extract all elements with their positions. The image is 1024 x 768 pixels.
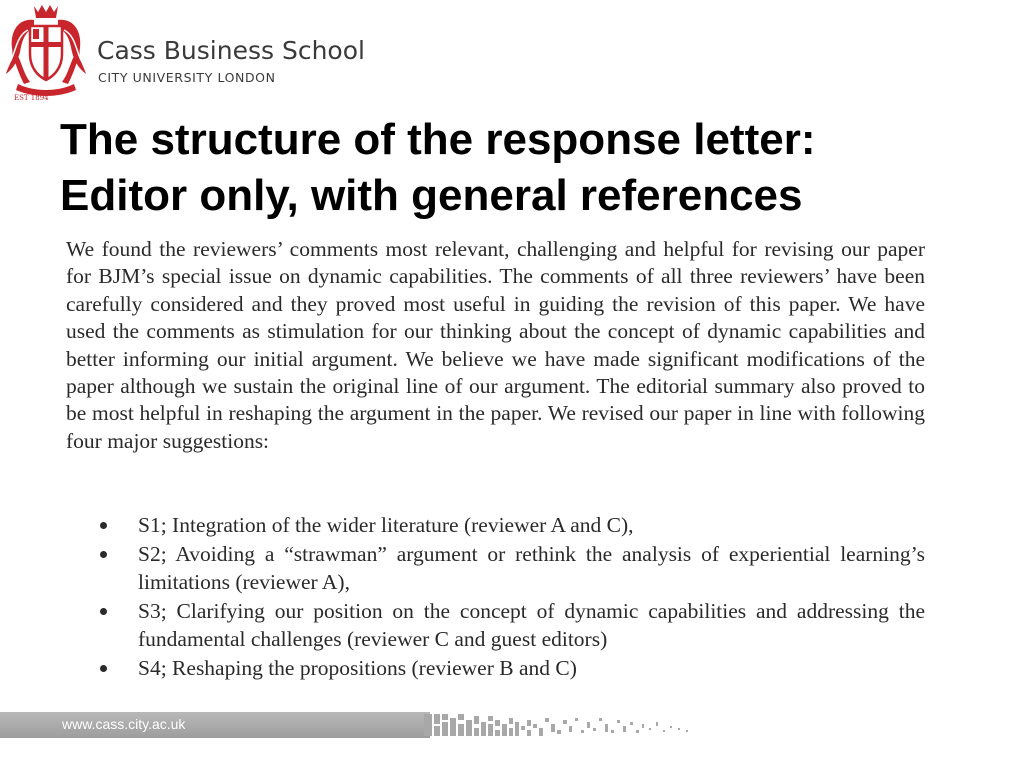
list-item	[100, 597, 925, 654]
suggestions-list	[100, 511, 925, 682]
bullet-icon	[100, 522, 107, 529]
footer-pixel-pattern-decoration	[420, 710, 700, 740]
list-item	[100, 654, 925, 683]
logo-school-name: Cass Business School	[97, 36, 365, 65]
slide-title-line-2: Editor only, with general references	[60, 171, 803, 220]
list-item-text: S3; Clarifying our position on the concept of dynamic capabilities and addressing the fundamental challenges (reviewer C and guest editors)	[138, 598, 925, 651]
slide-title-line-1: The structure of the response letter:	[60, 115, 816, 164]
bullet-icon	[100, 551, 107, 558]
list-item-text: S4; Reshaping the propositions (reviewer B and C)	[138, 655, 577, 680]
slide-title	[60, 112, 980, 224]
footer-url[interactable]: www.cass.city.ac.uk	[62, 716, 186, 732]
list-item-text: S2; Avoiding a “strawman” argument or rethink the analysis of experiential learning’s limitations (reviewer A),	[138, 541, 925, 594]
bullet-icon	[100, 608, 107, 615]
bullet-icon	[100, 665, 107, 672]
list-item	[100, 540, 925, 597]
logo-university-name: CITY UNIVERSITY LONDON	[98, 70, 276, 85]
list-item	[100, 511, 925, 540]
cass-crest-logo	[4, 2, 88, 102]
list-item-text: S1; Integration of the wider literature (reviewer A and C),	[138, 513, 634, 537]
response-letter-paragraph: We found the reviewers’ comments most relevant, challenging and helpful for revising our paper for BJM’s special issue on dynamic capabilities. The comments of all three reviewers’ have been carefully considered and they proved most useful in guiding the revision of this paper. We have used the comments as stimulation for our thinking about the concept of dynamic capabilities and better informing our initial argument. We believe we have made significant modifications of the paper although we sustain the original line of our argument. The editorial summary also proved to be most helpful in reshaping the argument in the paper. We revised our paper in line with following four major suggestions:	[66, 237, 925, 453]
established-text: EST 1894	[14, 94, 49, 102]
